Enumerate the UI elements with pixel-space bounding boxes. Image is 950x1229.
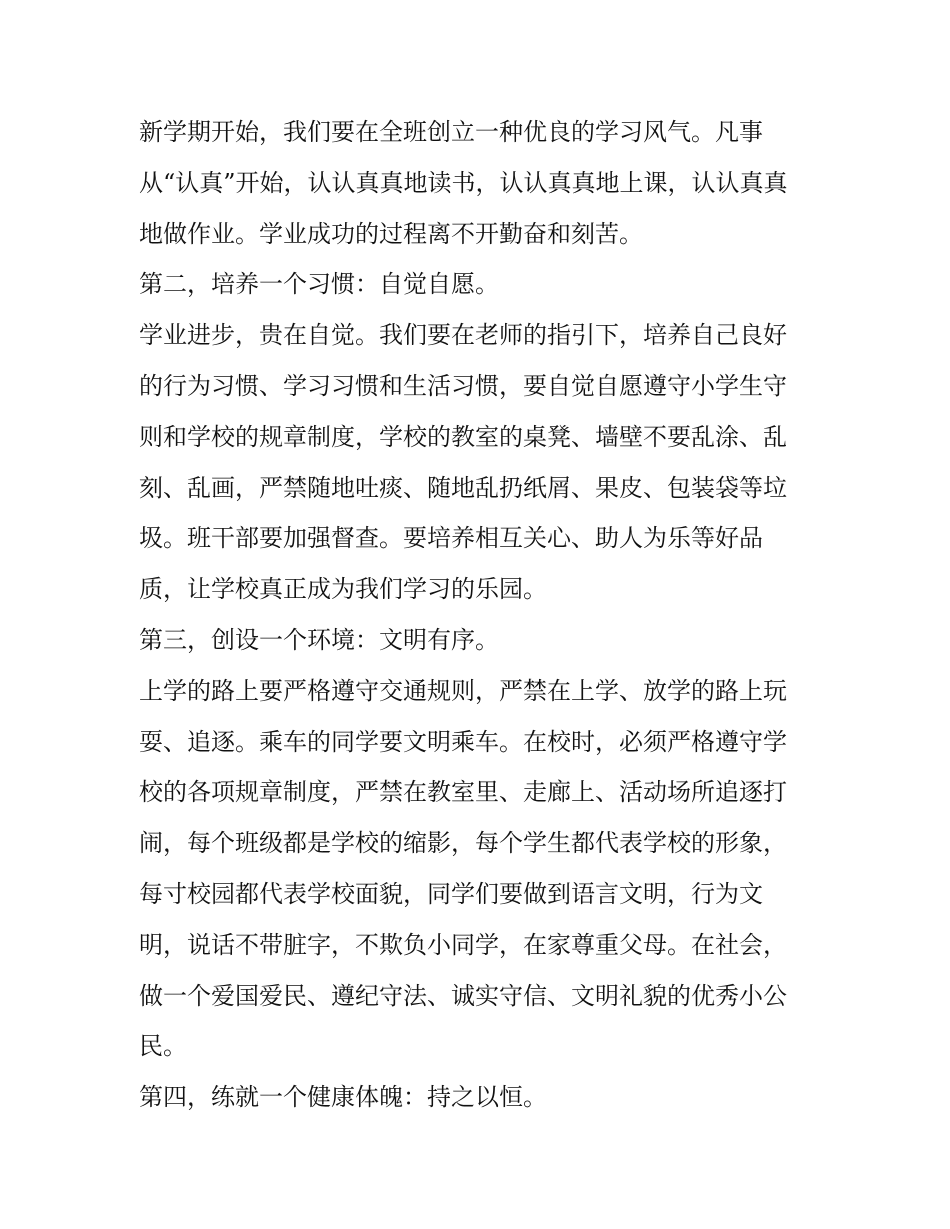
- text-line-18: 做一个爱国爱民、遵纪守法、诚实守信、文明礼貌的优秀小公: [139, 981, 787, 1010]
- section-heading-3: 第三，创设一个环境：文明有序。: [139, 625, 499, 654]
- text-line-8: 刻、乱画，严禁随地吐痰、随地乱扔纸屑、果皮、包装袋等垃: [139, 473, 787, 502]
- text-line-6: 的行为习惯、学习习惯和生活习惯，要自觉自愿遵守小学生守: [139, 371, 787, 400]
- text-line-13: 耍、追逐。乘车的同学要文明乘车。在校时，必须严格遵守学: [139, 727, 787, 756]
- text-line-3: 地做作业。学业成功的过程离不开勤奋和刻苦。: [139, 219, 643, 248]
- section-heading-4: 第四，练就一个健康体魄：持之以恒。: [139, 1083, 547, 1112]
- text-line-5: 学业进步，贵在自觉。我们要在老师的指引下，培养自己良好: [139, 321, 787, 350]
- text-line-16: 每寸校园都代表学校面貌，同学们要做到语言文明，行为文: [139, 879, 763, 908]
- text-line-14: 校的各项规章制度，严禁在教室里、走廊上、活动场所追逐打: [139, 778, 787, 807]
- text-line-19: 民。: [139, 1032, 187, 1061]
- text-line-7: 则和学校的规章制度，学校的教室的桌凳、墙壁不要乱涂、乱: [139, 422, 787, 451]
- text-line-12: 上学的路上要严格遵守交通规则，严禁在上学、放学的路上玩: [139, 676, 787, 705]
- text-line-2: 从“认真”开始，认认真真地读书，认认真真地上课，认认真真: [139, 168, 788, 197]
- document-body: [139, 107, 819, 1123]
- section-heading-2: 第二，培养一个习惯：自觉自愿。: [139, 270, 499, 299]
- text-line-10: 质，让学校真正成为我们学习的乐园。: [139, 575, 547, 604]
- text-line-9: 圾。班干部要加强督查。要培养相互关心、助人为乐等好品: [139, 524, 763, 553]
- text-line-17: 明，说话不带脏字，不欺负小同学，在家尊重父母。在社会，: [139, 930, 787, 959]
- text-line-15: 闹，每个班级都是学校的缩影，每个学生都代表学校的形象，: [139, 829, 787, 858]
- text-line-1: 新学期开始，我们要在全班创立一种优良的学习风气。凡事: [139, 118, 763, 146]
